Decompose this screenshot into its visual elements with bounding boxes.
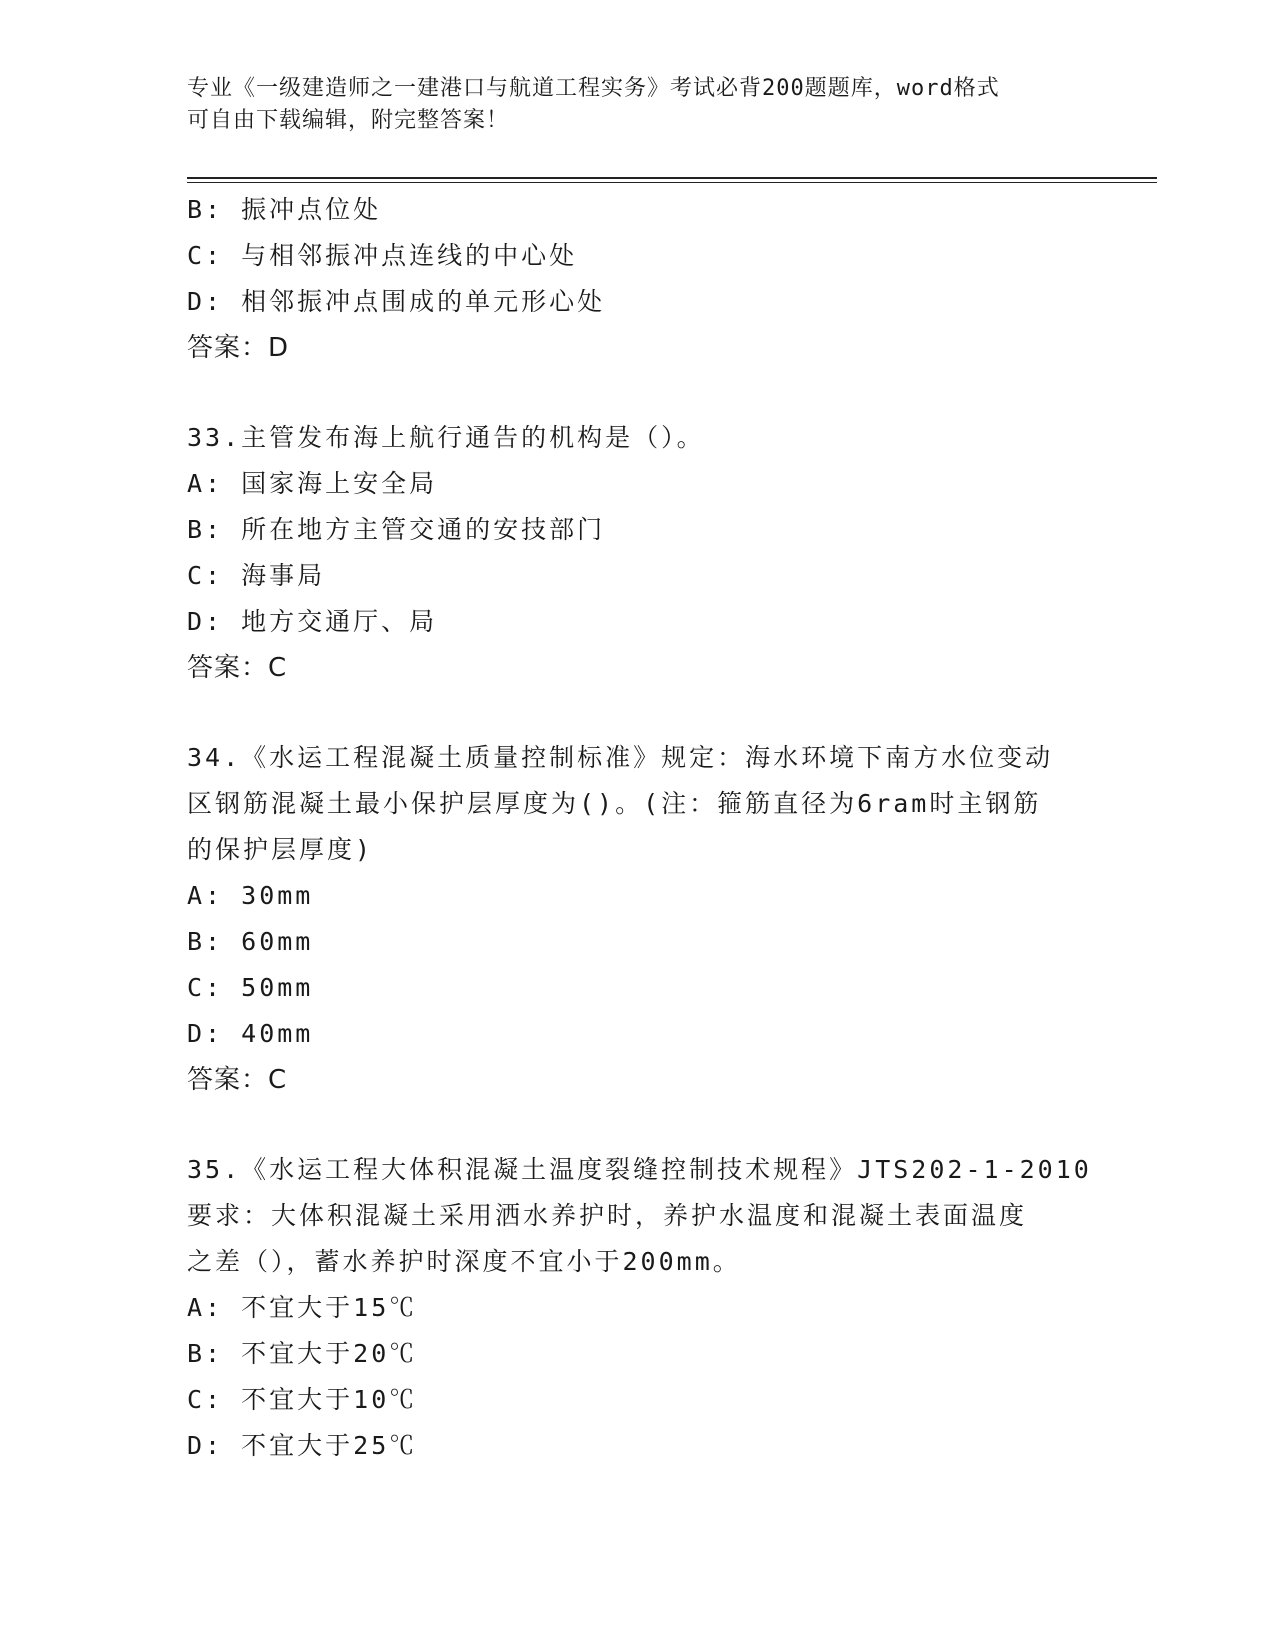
question-stem-line: 要求：大体积混凝土采用洒水养护时，养护水温度和混凝土表面温度 [187, 1201, 1028, 1230]
answer-line: 答案：D [187, 333, 290, 363]
option-a: A: 不宜大于15℃ [187, 1293, 418, 1322]
option-b: B: 不宜大于20℃ [187, 1339, 418, 1368]
question-list [187, 187, 1092, 1469]
option-a: A: 30mm [187, 881, 314, 910]
question-stem [187, 415, 1077, 461]
option-c: C: 与相邻振冲点连线的中心处 [187, 241, 578, 270]
question-32-fragment [187, 187, 1077, 371]
question-stem-line: 区钢筋混凝土最小保护层厚度为()。(注：箍筋直径为6ram时主钢筋 [187, 789, 1042, 818]
header-divider-thin [187, 182, 1157, 183]
header-title-line-1: 专业《一级建造师之一建港口与航道工程实务》考试必背200题题库，word格式 [187, 76, 1000, 101]
question-34 [187, 735, 1077, 1103]
option-b: B: 60mm [187, 927, 314, 956]
document-header [187, 73, 1087, 137]
option-c: C: 50mm [187, 973, 314, 1002]
answer-line: 答案：C [187, 1065, 288, 1095]
option-d: D: 相邻振冲点围成的单元形心处 [187, 287, 606, 316]
option-a: A: 国家海上安全局 [187, 469, 438, 498]
question-stem [187, 1147, 1092, 1285]
spacer [187, 691, 1077, 735]
question-stem-line: 之差（），蓄水养护时深度不宜小于200mm。 [187, 1247, 741, 1276]
question-stem-line: 33.主管发布海上航行通告的机构是（）。 [187, 423, 705, 452]
question-stem [187, 735, 1077, 873]
question-stem-line: 的保护层厚度) [187, 835, 374, 864]
option-c: C: 海事局 [187, 561, 326, 590]
header-divider-thick [187, 177, 1157, 179]
option-b: B: 所在地方主管交通的安技部门 [187, 515, 606, 544]
option-d: D: 不宜大于25℃ [187, 1431, 418, 1460]
spacer [187, 1103, 1077, 1147]
option-b: B: 振冲点位处 [187, 195, 382, 224]
question-stem-line: 35.《水运工程大体积混凝土温度裂缝控制技术规程》JTS202-1-2010 [187, 1155, 1092, 1184]
option-d: D: 40mm [187, 1019, 314, 1048]
option-c: C: 不宜大于10℃ [187, 1385, 418, 1414]
question-35 [187, 1147, 1092, 1469]
question-stem-line: 34.《水运工程混凝土质量控制标准》规定：海水环境下南方水位变动 [187, 743, 1054, 772]
header-title-line-2: 可自由下载编辑，附完整答案！ [187, 108, 510, 133]
spacer [187, 371, 1077, 415]
answer-line: 答案：C [187, 653, 288, 683]
option-d: D: 地方交通厅、局 [187, 607, 438, 636]
question-33 [187, 415, 1077, 691]
